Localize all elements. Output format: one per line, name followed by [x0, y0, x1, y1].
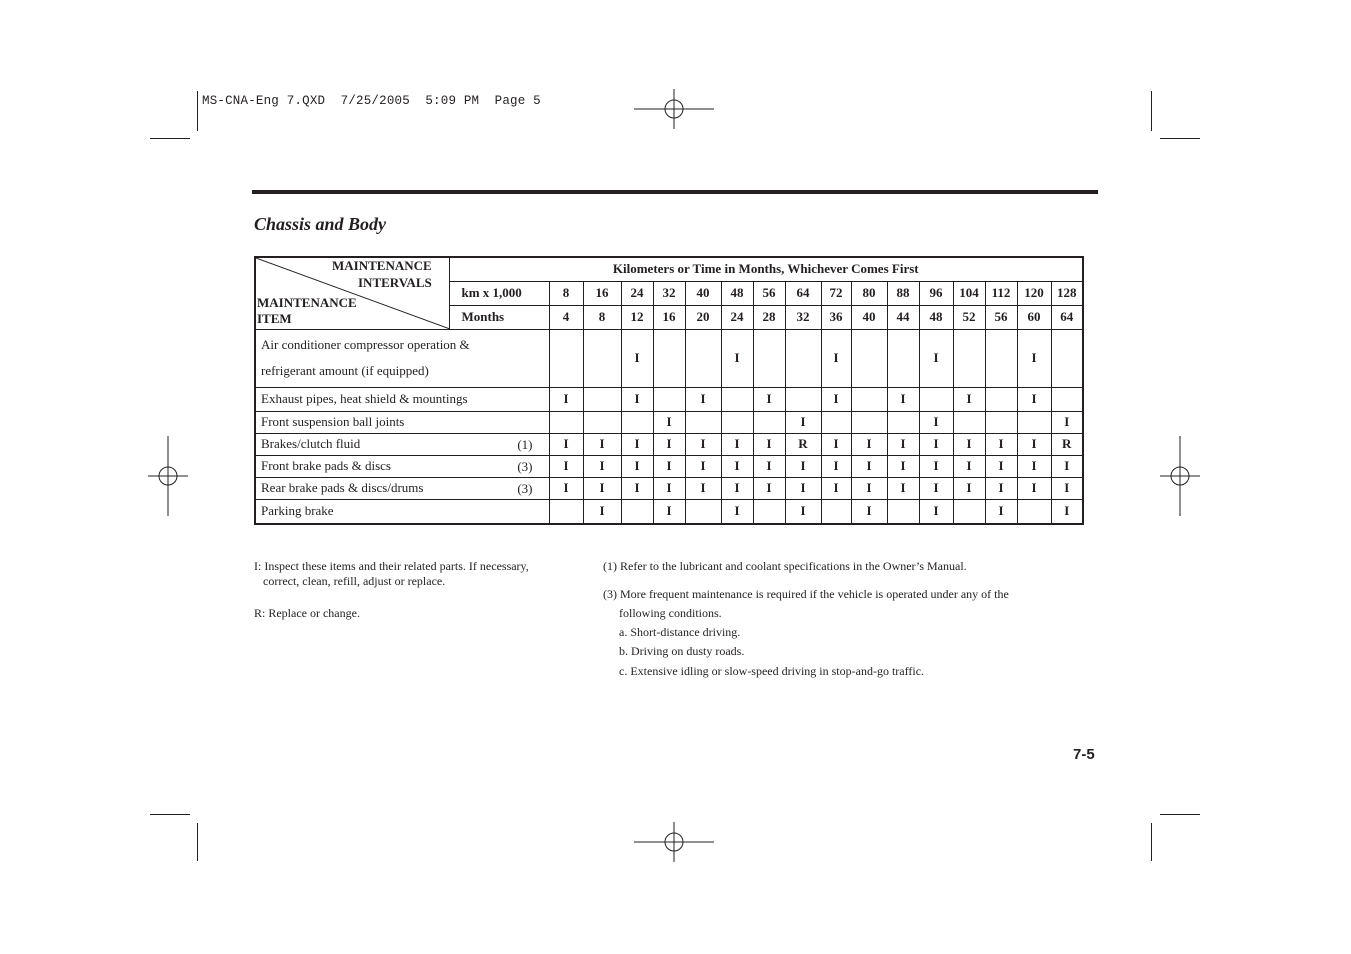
schedule-cell: I — [919, 433, 953, 455]
corner-label-intervals: INTERVALS — [358, 275, 432, 290]
schedule-cell — [549, 411, 583, 433]
schedule-cell: I — [821, 455, 851, 477]
table-header-row — [255, 257, 1083, 281]
schedule-cell: I — [685, 387, 721, 411]
km-interval-cell: 120 — [1017, 281, 1051, 305]
schedule-cell — [1051, 387, 1083, 411]
schedule-cell: I — [821, 387, 851, 411]
schedule-cell: I — [621, 329, 653, 387]
schedule-cell — [583, 329, 621, 387]
km-interval-cell: 104 — [953, 281, 985, 305]
section-title: Chassis and Body — [254, 214, 387, 234]
registration-mark-icon — [148, 436, 188, 516]
legend-inspect-cont: correct, clean, refill, adjust or replace. — [263, 574, 446, 588]
maintenance-item-label: Front suspension ball joints — [261, 414, 405, 429]
schedule-cell — [653, 387, 685, 411]
condition-c: c. Extensive idling or slow-speed driving in stop-and-go traffic. — [619, 664, 925, 678]
km-interval-cell: 40 — [685, 281, 721, 305]
schedule-cell: I — [721, 499, 753, 524]
schedule-cell: I — [919, 499, 953, 524]
schedule-cell — [851, 329, 887, 387]
crop-mark — [1160, 138, 1200, 139]
schedule-cell: I — [753, 433, 785, 455]
schedule-cell: I — [1017, 455, 1051, 477]
maintenance-item — [255, 387, 549, 411]
schedule-cell — [1017, 499, 1051, 524]
schedule-cell: I — [721, 477, 753, 499]
schedule-cell: I — [753, 387, 785, 411]
footnote-ref: (3) — [517, 480, 533, 496]
schedule-cell — [985, 329, 1017, 387]
table-row — [255, 387, 1083, 411]
schedule-cell: I — [653, 433, 685, 455]
schedule-cell: I — [953, 433, 985, 455]
schedule-cell: I — [887, 455, 919, 477]
registration-mark-icon — [634, 89, 714, 129]
schedule-cell: I — [985, 477, 1017, 499]
schedule-cell: I — [621, 477, 653, 499]
months-interval-cell: 32 — [785, 305, 821, 329]
maintenance-item-label: Front brake pads & discs — [261, 458, 391, 473]
months-interval-cell: 28 — [753, 305, 785, 329]
footnote-3-cont: following conditions. — [619, 606, 722, 620]
schedule-cell: I — [1051, 455, 1083, 477]
schedule-cell: I — [685, 455, 721, 477]
km-interval-cell: 64 — [785, 281, 821, 305]
schedule-cell — [953, 499, 985, 524]
schedule-cell: I — [653, 499, 685, 524]
schedule-cell: I — [549, 387, 583, 411]
schedule-cell: I — [985, 433, 1017, 455]
months-interval-cell: 44 — [887, 305, 919, 329]
schedule-cell: I — [583, 455, 621, 477]
corner-label-item: ITEM — [257, 311, 292, 326]
schedule-cell: I — [919, 477, 953, 499]
maintenance-item-label: Exhaust pipes, heat shield & mountings — [261, 391, 468, 406]
schedule-cell: I — [721, 433, 753, 455]
schedule-cell — [653, 329, 685, 387]
print-slug: MS-CNA-Eng 7.QXD 7/25/2005 5:09 PM Page 5 — [202, 94, 541, 108]
crop-mark — [150, 138, 190, 139]
months-interval-cell: 16 — [653, 305, 685, 329]
crop-mark — [197, 91, 198, 131]
schedule-cell: I — [1051, 411, 1083, 433]
schedule-cell: I — [785, 455, 821, 477]
schedule-cell — [753, 329, 785, 387]
km-interval-cell: 88 — [887, 281, 919, 305]
schedule-cell — [953, 329, 985, 387]
condition-b: b. Driving on dusty roads. — [619, 644, 745, 658]
months-interval-cell: 48 — [919, 305, 953, 329]
months-interval-cell: 64 — [1051, 305, 1083, 329]
schedule-cell — [753, 499, 785, 524]
schedule-cell: I — [821, 477, 851, 499]
schedule-cell: I — [851, 499, 887, 524]
schedule-cell — [887, 411, 919, 433]
schedule-cell: I — [583, 477, 621, 499]
maintenance-item-label: Brakes/clutch fluid — [261, 436, 361, 451]
months-interval-cell: 8 — [583, 305, 621, 329]
months-interval-cell: 24 — [721, 305, 753, 329]
schedule-cell: I — [721, 329, 753, 387]
schedule-cell — [621, 499, 653, 524]
months-interval-cell: 4 — [549, 305, 583, 329]
schedule-cell: I — [919, 329, 953, 387]
maintenance-item-label: Rear brake pads & discs/drums — [261, 480, 424, 495]
months-interval-cell: 12 — [621, 305, 653, 329]
schedule-cell: I — [549, 477, 583, 499]
registration-mark-icon — [1160, 436, 1200, 516]
schedule-cell: I — [721, 455, 753, 477]
schedule-cell: I — [1017, 387, 1051, 411]
schedule-cell: I — [953, 387, 985, 411]
table-row — [255, 455, 1083, 477]
km-interval-cell: 96 — [919, 281, 953, 305]
schedule-cell: I — [953, 455, 985, 477]
schedule-cell — [621, 411, 653, 433]
schedule-cell — [785, 329, 821, 387]
schedule-cell: I — [785, 499, 821, 524]
schedule-cell — [685, 329, 721, 387]
schedule-cell — [851, 411, 887, 433]
months-interval-cell: 52 — [953, 305, 985, 329]
schedule-cell: I — [685, 477, 721, 499]
km-interval-cell: 80 — [851, 281, 887, 305]
months-interval-cell: 20 — [685, 305, 721, 329]
km-label: km x 1,000 — [449, 281, 549, 305]
condition-a: a. Short-distance driving. — [619, 625, 741, 639]
schedule-cell: I — [583, 433, 621, 455]
schedule-cell: I — [653, 477, 685, 499]
schedule-cell: I — [851, 433, 887, 455]
schedule-cell: I — [821, 433, 851, 455]
schedule-cell: I — [851, 455, 887, 477]
maintenance-item — [255, 411, 549, 433]
table-row — [255, 411, 1083, 433]
km-interval-cell: 24 — [621, 281, 653, 305]
crop-mark — [1151, 91, 1152, 131]
corner-label-item: MAINTENANCE — [257, 295, 357, 310]
crop-mark — [1151, 823, 1152, 861]
schedule-cell — [887, 329, 919, 387]
schedule-cell — [549, 499, 583, 524]
schedule-cell: R — [785, 433, 821, 455]
schedule-cell: I — [549, 433, 583, 455]
schedule-cell: I — [919, 411, 953, 433]
schedule-cell: I — [1017, 433, 1051, 455]
km-interval-cell: 112 — [985, 281, 1017, 305]
page-number: 7-5 — [1073, 746, 1095, 763]
maintenance-schedule-table — [254, 256, 1084, 525]
header-rule — [252, 190, 1098, 194]
schedule-cell: I — [653, 455, 685, 477]
registration-mark-icon — [634, 822, 714, 862]
km-interval-cell: 128 — [1051, 281, 1083, 305]
maintenance-item-label: Parking brake — [261, 503, 334, 519]
schedule-cell — [1017, 411, 1051, 433]
schedule-cell — [753, 411, 785, 433]
schedule-cell: R — [1051, 433, 1083, 455]
table-row — [255, 477, 1083, 499]
footnote-ref: (3) — [517, 458, 533, 474]
schedule-cell — [1051, 329, 1083, 387]
schedule-cell — [953, 411, 985, 433]
schedule-cell: I — [549, 455, 583, 477]
maintenance-item — [255, 499, 549, 524]
schedule-cell — [887, 499, 919, 524]
schedule-cell: I — [753, 455, 785, 477]
corner-label-intervals: MAINTENANCE — [332, 258, 432, 273]
schedule-cell: I — [621, 387, 653, 411]
legend-inspect: I: Inspect these items and their related parts. If necessary, — [254, 559, 529, 573]
maintenance-item-label: refrigerant amount (if equipped) — [261, 363, 429, 378]
maintenance-item — [255, 433, 549, 455]
schedule-cell: I — [887, 433, 919, 455]
table-row — [255, 329, 1083, 387]
months-interval-cell: 40 — [851, 305, 887, 329]
km-interval-cell: 56 — [753, 281, 785, 305]
months-label: Months — [449, 305, 549, 329]
crop-mark — [1160, 814, 1200, 815]
table-corner-header — [255, 257, 449, 329]
schedule-cell: I — [583, 499, 621, 524]
schedule-cell — [721, 411, 753, 433]
schedule-cell — [721, 387, 753, 411]
schedule-cell — [785, 387, 821, 411]
schedule-cell: I — [851, 477, 887, 499]
km-interval-cell: 48 — [721, 281, 753, 305]
schedule-cell — [685, 499, 721, 524]
schedule-cell: I — [953, 477, 985, 499]
schedule-cell: I — [1051, 477, 1083, 499]
schedule-cell: I — [919, 455, 953, 477]
crop-mark — [197, 823, 198, 861]
schedule-cell: I — [821, 329, 851, 387]
schedule-cell: I — [621, 433, 653, 455]
schedule-cell — [919, 387, 953, 411]
schedule-cell — [821, 499, 851, 524]
footnotes — [603, 559, 1009, 679]
schedule-cell: I — [653, 411, 685, 433]
km-interval-cell: 72 — [821, 281, 851, 305]
legend-replace: R: Replace or change. — [254, 606, 360, 620]
schedule-cell: I — [887, 477, 919, 499]
schedule-cell — [583, 411, 621, 433]
maintenance-item-label: Air conditioner compressor operation & — [261, 337, 470, 352]
schedule-cell: I — [1051, 499, 1083, 524]
footnote-1: (1) Refer to the lubricant and coolant specifications in the Owner’s Manual. — [603, 559, 967, 573]
km-interval-cell: 16 — [583, 281, 621, 305]
km-interval-cell: 8 — [549, 281, 583, 305]
footnote-ref: (1) — [517, 436, 533, 452]
schedule-cell: I — [985, 499, 1017, 524]
schedule-cell: I — [785, 411, 821, 433]
months-interval-cell: 60 — [1017, 305, 1051, 329]
schedule-cell — [985, 411, 1017, 433]
schedule-cell: I — [1017, 329, 1051, 387]
schedule-cell — [985, 387, 1017, 411]
interval-span-header: Kilometers or Time in Months, Whichever Comes First — [449, 257, 1083, 281]
table-row — [255, 433, 1083, 455]
schedule-cell: I — [753, 477, 785, 499]
schedule-cell: I — [887, 387, 919, 411]
months-interval-cell: 36 — [821, 305, 851, 329]
schedule-cell: I — [1017, 477, 1051, 499]
table-row — [255, 499, 1083, 524]
months-interval-cell: 56 — [985, 305, 1017, 329]
schedule-cell: I — [985, 455, 1017, 477]
maintenance-item — [255, 329, 549, 387]
maintenance-item — [255, 477, 549, 499]
schedule-cell: I — [621, 455, 653, 477]
schedule-cell — [685, 411, 721, 433]
schedule-cell: I — [685, 433, 721, 455]
schedule-cell — [583, 387, 621, 411]
footnote-3: (3) More frequent maintenance is required if the vehicle is operated under any of the — [603, 587, 1009, 601]
schedule-cell: I — [785, 477, 821, 499]
schedule-cell — [851, 387, 887, 411]
schedule-cell — [549, 329, 583, 387]
schedule-cell — [821, 411, 851, 433]
maintenance-item — [255, 455, 549, 477]
crop-mark — [150, 814, 190, 815]
legend-notes — [254, 559, 529, 621]
km-interval-cell: 32 — [653, 281, 685, 305]
